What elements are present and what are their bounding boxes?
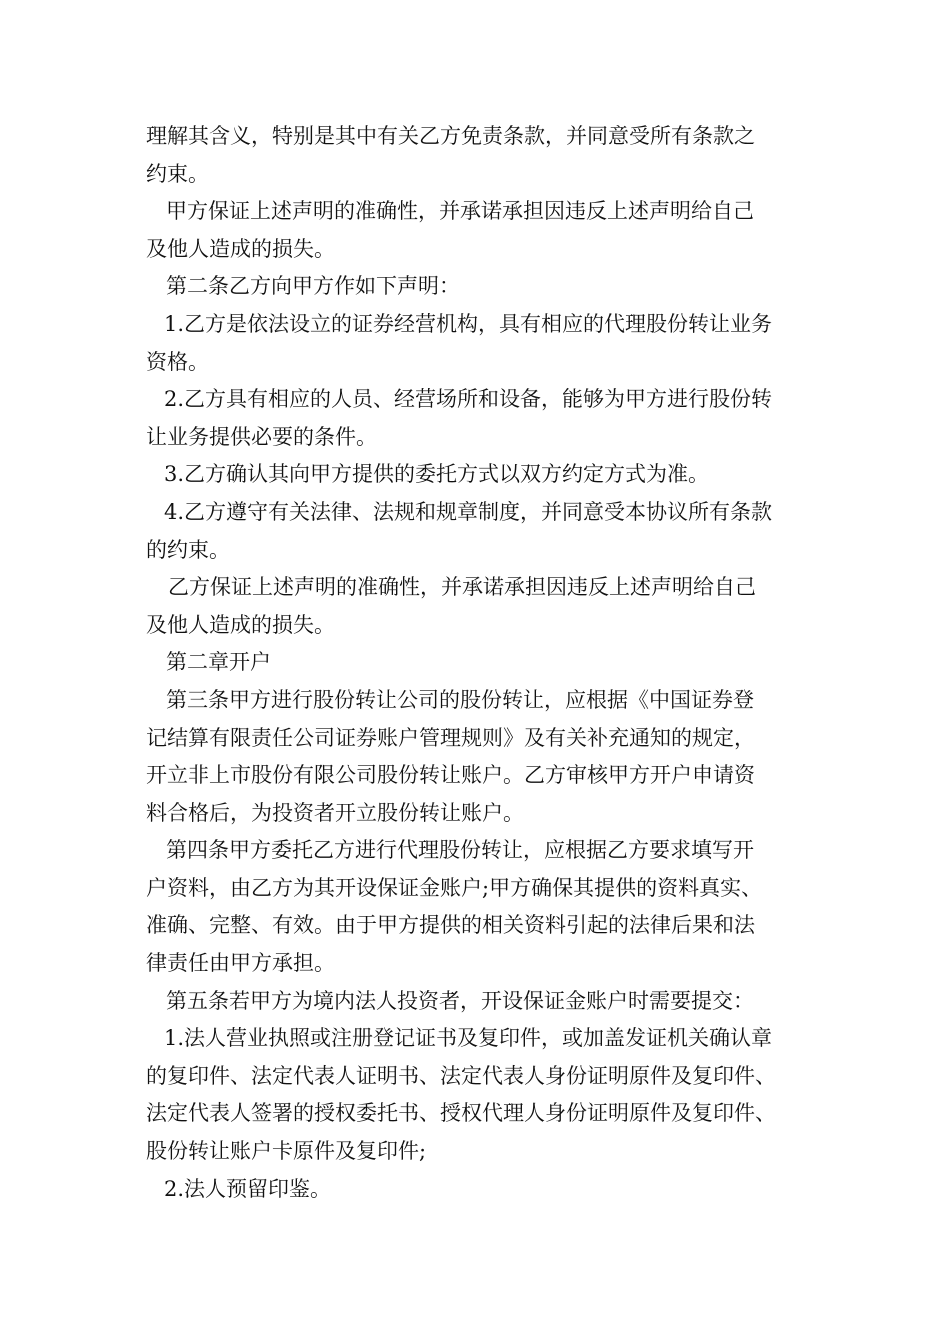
text-line: 及他人造成的损失。 [146, 236, 335, 261]
chapter-heading: 第二章开户 [166, 650, 271, 675]
text-line: 法定代表人签署的授权委托书、授权代理人身份证明原件及复印件、 [146, 1101, 776, 1126]
text-line: 律责任由甲方承担。 [146, 951, 335, 976]
text-line: 户资料，由乙方为其开设保证金账户;甲方确保其提供的资料真实、 [146, 875, 763, 900]
text-line: 的约束。 [146, 537, 230, 562]
list-item: 2.法人预留印鉴。 [164, 1176, 332, 1201]
text-line: 记结算有限责任公司证券账户管理规则》及有关补充通知的规定， [146, 725, 755, 750]
list-item: 1.法人营业执照或注册登记证书及复印件，或加盖发证机关确认章 [164, 1026, 773, 1051]
text-line: 甲方保证上述声明的准确性，并承诺承担因违反上述声明给自己 [166, 199, 754, 224]
article-heading: 第四条甲方委托乙方进行代理股份转让，应根据乙方要求填写开 [166, 838, 754, 863]
text-line: 准确、完整、有效。由于甲方提供的相关资料引起的法律后果和法 [146, 913, 755, 938]
text-line: 股份转让账户卡原件及复印件; [146, 1139, 427, 1164]
text-line: 开立非上市股份有限公司股份转让账户。乙方审核甲方开户申请资 [146, 763, 755, 788]
document-body [146, 118, 836, 1208]
list-item: 4.乙方遵守有关法律、法规和规章制度，并同意受本协议所有条款 [164, 499, 773, 524]
article-heading: 第二条乙方向甲方作如下声明： [166, 274, 460, 299]
article-heading: 第三条甲方进行股份转让公司的股份转让，应根据《中国证券登 [166, 687, 754, 712]
text-line: 让业务提供必要的条件。 [146, 424, 377, 449]
text-line: 及他人造成的损失。 [146, 612, 335, 637]
text-line: 的复印件、法定代表人证明书、法定代表人身份证明原件及复印件、 [146, 1063, 776, 1088]
list-item: 3.乙方确认其向甲方提供的委托方式以双方约定方式为准。 [164, 462, 710, 487]
text-line: 资格。 [146, 349, 209, 374]
text-line: 料合格后，为投资者开立股份转让账户。 [146, 800, 524, 825]
text-line: 约束。 [146, 161, 209, 186]
article-heading: 第五条若甲方为境内法人投资者，开设保证金账户时需要提交： [166, 988, 754, 1013]
list-item: 1.乙方是依法设立的证券经营机构，具有相应的代理股份转让业务 [164, 311, 773, 336]
list-item: 2.乙方具有相应的人员、经营场所和设备，能够为甲方进行股份转 [164, 387, 773, 412]
text-line: 乙方保证上述声明的准确性，并承诺承担因违反上述声明给自己 [168, 575, 756, 600]
text-line: 理解其含义，特别是其中有关乙方免责条款，并同意受所有条款之 [146, 124, 755, 148]
